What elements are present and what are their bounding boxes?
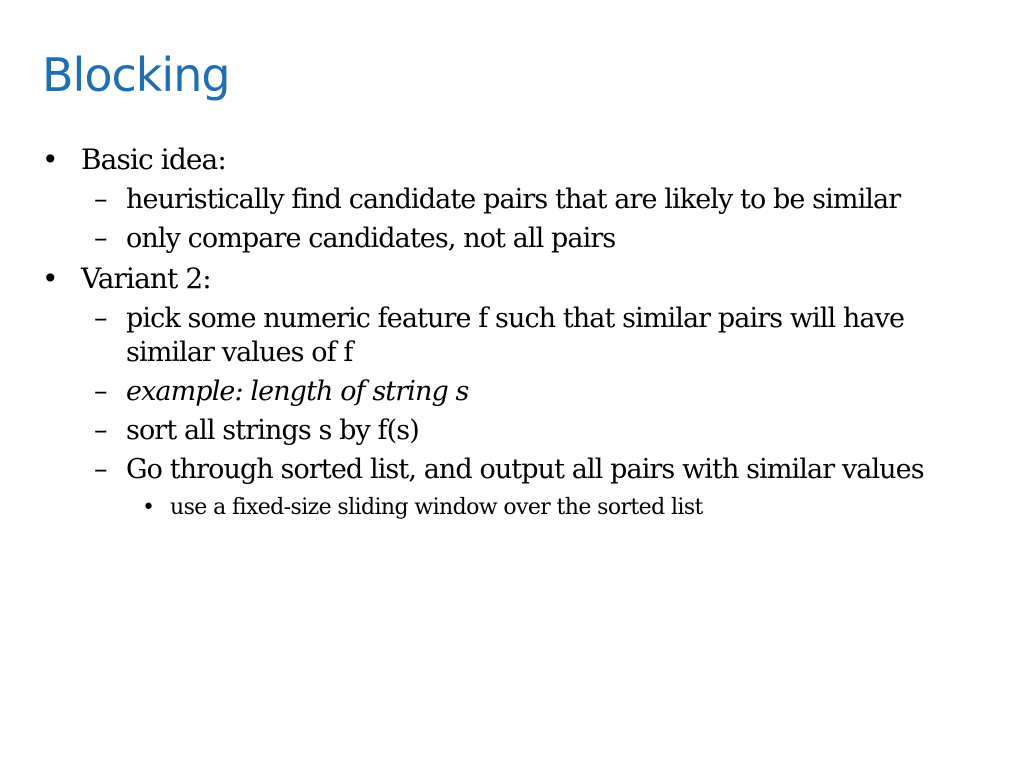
subsubbullet-text: use a fixed-size sliding window over the sorted list (170, 495, 703, 520)
bullet-dot-icon: • (42, 262, 58, 295)
subbullet-text: heuristically find candidate pairs that are likely to be similar (126, 184, 901, 215)
subbullet-example-length (42, 375, 992, 409)
subbullet-text: Go through sorted list, and output all pairs with similar values (126, 454, 924, 485)
small-bullet-dot-icon: • (142, 495, 155, 520)
subbullet-text-italic: example: length of string s (126, 376, 469, 407)
bullet-text: Basic idea: (81, 143, 226, 176)
subbullet-text: sort all strings s by f(s) (126, 415, 419, 446)
slide-title: Blocking (42, 48, 230, 102)
slide-content (42, 142, 992, 522)
dash-icon: – (94, 454, 107, 485)
subbullet-text: only compare candidates, not all pairs (126, 223, 616, 254)
subbullet-numeric-feature (42, 302, 992, 370)
subbullet-compare-candidates (42, 222, 992, 256)
subbullet-sort-strings (42, 414, 992, 448)
dash-icon: – (94, 223, 107, 254)
dash-icon: – (94, 184, 107, 215)
bullet-dot-icon: • (42, 143, 58, 176)
bullet-text: Variant 2: (81, 262, 211, 295)
dash-icon: – (94, 415, 107, 446)
subbullet-output-pairs (42, 453, 992, 487)
dash-icon: – (94, 376, 107, 407)
subbullet-text: pick some numeric feature f such that similar pairs will have similar values of f (126, 303, 905, 368)
bullet-basic-idea (42, 142, 992, 178)
dash-icon: – (94, 303, 107, 334)
bullet-variant-2 (42, 261, 992, 297)
subbullet-heuristic-candidates (42, 183, 992, 217)
subsubbullet-sliding-window (42, 494, 992, 522)
